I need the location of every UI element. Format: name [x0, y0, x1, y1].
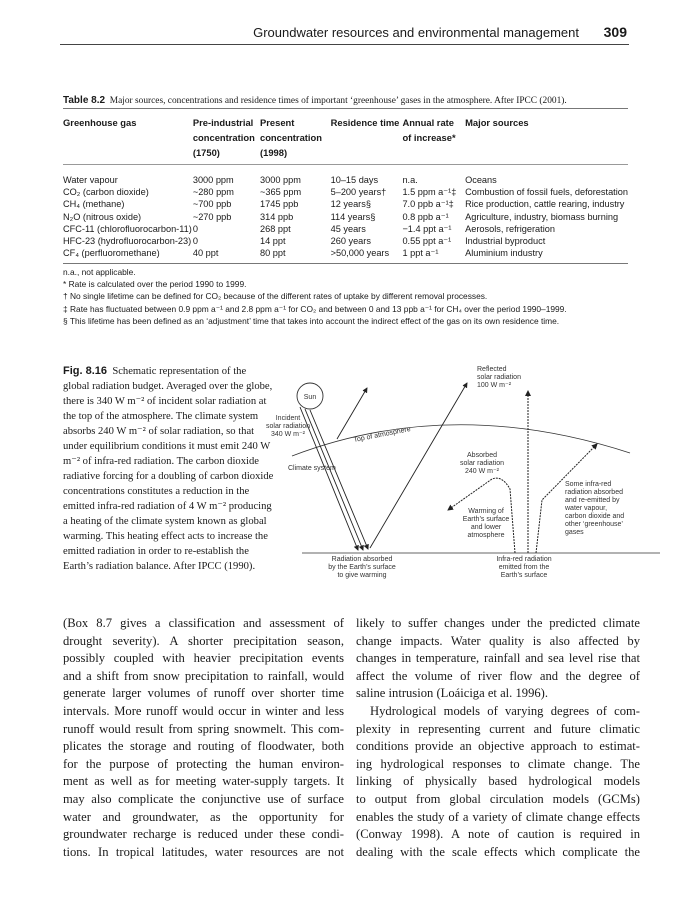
body-text-line: changes in temperature, rainfall and sea level rise that	[356, 651, 640, 666]
body-text-line: Hydrological models of varying degrees of com-	[370, 703, 640, 718]
incident-label: Incident	[275, 415, 301, 422]
body-text-line: generate larger volumes of runoff over shorter time	[63, 686, 344, 701]
figure-caption	[63, 364, 275, 574]
column-header: Present concentration (1998)	[259, 117, 322, 158]
body-text-line: ing hydrological responses to climate change. The	[356, 756, 640, 771]
body-text-line: may also complicate the conjunctive use of surface	[63, 791, 344, 806]
table-cell: 10–15 days	[330, 175, 379, 185]
body-text-line: saline intrusion (Loáiciga et al. 1996).	[356, 686, 548, 701]
table-caption	[63, 95, 567, 106]
svg-text:Radiation absorbedby the Earth	[328, 556, 396, 579]
body-column-left	[63, 615, 344, 861]
absorbed-label: Absorbed	[467, 452, 497, 459]
radiation-absorbed-label: by the Earth’s surface	[328, 564, 396, 571]
table-cell: HFC-23 (hydrofluorocarbon-23)	[63, 236, 192, 247]
table-cell: 114 years§	[330, 211, 376, 222]
table-cell: ~365 ppm	[259, 187, 302, 198]
table-cell: 14 ppt	[259, 236, 286, 247]
ir-emitted-label: emitted from the	[498, 564, 550, 571]
page-number: 309	[603, 24, 627, 40]
svg-text:Reflectedsolar radiation100 W	[477, 366, 521, 389]
table-cell: CH₄ (methane)	[63, 199, 125, 210]
table-cell: Water vapour	[63, 175, 118, 185]
body-text-line: plexity in representing current and future climatic	[356, 721, 640, 736]
table-cell: 268 ppt	[259, 223, 291, 234]
svg-text:Warming ofEarth’s surfaceand l	[463, 508, 510, 539]
table-cell: Industrial byproduct	[465, 236, 546, 247]
table-cell: 12 years§	[330, 199, 371, 210]
body-text-line: to output from global circulation models (GCMs)	[356, 791, 640, 806]
absorbed-label: 240 W m⁻²	[464, 468, 500, 475]
table-cell: 314 ppb	[259, 211, 294, 222]
reflected-label: 100 W m⁻²	[477, 382, 512, 389]
table-row	[63, 211, 628, 223]
body-text-line: water and groundwater, as the opportunity for	[63, 809, 344, 824]
table-row	[63, 186, 628, 198]
column-header: Greenhouse gas	[63, 117, 137, 128]
figure-label: Fig. 8.16	[63, 365, 108, 377]
running-header	[60, 24, 629, 45]
some-ir-label: radiation absorbed	[565, 489, 623, 496]
ir-emitted-label: Earth’s surface	[500, 572, 548, 579]
running-title: Groundwater resources and environmental management	[253, 25, 579, 40]
body-text-line: affect the volume of river flow and the degree of	[356, 668, 640, 683]
radiation-budget-diagram	[262, 355, 662, 595]
table-cell: 3000 ppm	[192, 175, 234, 185]
some-ir-label: gases	[565, 529, 584, 536]
body-text-line: groundwater recharge is reduced under these condi-	[63, 827, 344, 842]
table-cell: >50,000 years	[330, 248, 390, 259]
svg-text:Absorbedsolar radiation240 W m	[460, 452, 504, 475]
reflected-label: solar radiation	[477, 374, 521, 381]
table-cell: 5–200 years†	[330, 187, 387, 198]
table-note: § This lifetime has been defined as an ‘adjustment’ time that takes into account the indirect effect of the gas on its own residence time.	[63, 315, 560, 326]
table-cell: 80 ppt	[259, 248, 286, 259]
radiation-absorbed-label: to give warming	[337, 572, 387, 579]
warming-label: and lower	[470, 524, 502, 531]
top-of-atmosphere-label: Top of atmosphere	[353, 426, 412, 444]
column-header: Annual rate of increase*	[402, 117, 456, 143]
table-cell: ~280 ppm	[192, 187, 234, 198]
incident-rays	[300, 407, 368, 550]
svg-text:Infra-red radiationemitted fro	[496, 556, 551, 579]
body-text-line: conditions provide an objective approach to estimat-	[356, 739, 640, 754]
table-header-row	[63, 109, 628, 165]
some-ir-label: water vapour,	[565, 505, 608, 512]
table-caption-text: Major sources, concentrations and residence times of important ‘greenhouse’ gases in the atmosphere. After IPCC (2001).	[109, 96, 567, 106]
table-cell: 0.55 ppt a⁻¹	[402, 236, 452, 247]
body-text-line: (Conway 1998). A note of caution is required in	[356, 827, 640, 842]
warming-label: Earth’s surface	[462, 516, 510, 523]
body-column-right	[356, 615, 640, 861]
body-text-line: linking of physically based hydrological models	[356, 774, 640, 789]
sun-label: Sun	[303, 394, 317, 401]
table-cell: 45 years	[330, 223, 366, 234]
table-cell: Rice production, cattle rearing, industry	[465, 199, 625, 210]
svg-text:Some infra-redradiation absorb	[564, 481, 624, 536]
svg-text:Incidentsolar radiation340 W m	[266, 415, 310, 438]
incident-label: solar radiation	[266, 423, 310, 430]
table-cell: 0	[192, 223, 198, 234]
body-text-line: and a shift from snow precipitation to rainfall, would	[63, 668, 344, 683]
reflected-surface-arrow	[370, 383, 467, 548]
table-row	[63, 165, 628, 187]
warming-label: atmosphere	[467, 532, 505, 539]
table-note: † No single lifetime can be defined for CO₂ because of the different rates of uptake by different removal processes.	[63, 291, 488, 302]
some-ir-label: other ‘greenhouse’	[565, 521, 623, 528]
table-cell: N₂O (nitrous oxide)	[63, 211, 142, 222]
table-cell: Agriculture, industry, biomass burning	[465, 211, 619, 222]
table-cell: CO₂ (carbon dioxide)	[63, 187, 149, 198]
body-text-line: drought severity). A shorter precipitation season,	[63, 633, 344, 648]
table-cell: CFC-11 (chlorofluorocarbon-11)	[63, 223, 192, 234]
table-cell: 1745 ppb	[259, 199, 299, 210]
warming-label: Warming of	[468, 508, 504, 515]
radiation-absorbed-label: Radiation absorbed	[331, 556, 393, 563]
table-cell: Aerosols, refrigeration	[465, 223, 555, 234]
body-text-line: ment as well as for meeting water-supply targets. It	[63, 774, 344, 789]
table-cell: ~270 ppb	[192, 211, 232, 222]
table-row	[63, 223, 628, 235]
table-row	[63, 247, 628, 264]
table-note: n.a., not applicable.	[63, 267, 136, 277]
reflected-label: Reflected	[477, 366, 507, 373]
body-text-line: dealing with the scale effects which complicate the	[356, 844, 640, 859]
some-ir-label: carbon dioxide and	[565, 513, 625, 520]
body-text-line: change impacts. Water quality is also affected by	[356, 633, 640, 648]
table-cell: 40 ppt	[192, 248, 219, 259]
table-row	[63, 198, 628, 210]
table-notes	[63, 266, 567, 327]
figure-caption-text: Schematic representation of the global radiation budget. Averaged over the globe, there is 340 W m⁻² of incident solar radiation at the top of the atmosphere. The climate system absorbs 240 W m⁻² of solar radiation, so that under equilibrium conditions it must emit 240 W m⁻² of infra-red radiation. The carbon dioxide radiative forcing for a doubling of carbon dioxide concentrations constitutes a reduction in the emitted infra-red radiation of 4 W m⁻² producing a heating of the climate system known as global warming. This heating effect acts to increase the emitted radiation in order to re-establish the Earth’s radiation balance. After IPCC (1990).	[63, 366, 274, 572]
table-cell: 260 years	[330, 236, 371, 247]
table-cell: 0	[192, 236, 198, 247]
climate-system-label: Climate system	[288, 465, 336, 472]
body-text-line: (Box 8.7 gives a classification and assessment of	[63, 616, 344, 630]
body-text-line: likely to suffer changes under the predicted climate	[356, 616, 640, 630]
body-text-line: possibly coupled with heavier precipitation events	[63, 651, 344, 666]
table-cell: −1.4 ppt a⁻¹	[402, 223, 452, 234]
table-cell: 0.8 ppb a⁻¹	[402, 211, 449, 222]
table-cell: ~700 ppb	[192, 199, 232, 210]
body-text-line: intervals. More runoff would occur in winter and less	[63, 703, 344, 718]
table-note: ‡ Rate has fluctuated between 0.9 ppm a⁻¹ and 2.8 ppm a⁻¹ for CO₂ and between 0 and 13 ppb a⁻¹ for CH₄ over the period 1990–1999.	[63, 303, 567, 314]
table-cell: Oceans	[465, 175, 497, 185]
incident-label: 340 W m⁻²	[270, 431, 306, 438]
some-ir-label: and re-emitted by	[565, 497, 620, 504]
table-cell: Combustion of fossil fuels, deforestation	[465, 187, 628, 198]
table-cell: n.a.	[402, 175, 418, 185]
column-header: Pre-industrial concentration (1750)	[192, 117, 255, 158]
reflected-atmosphere-arrow	[337, 388, 367, 439]
some-ir-label: Some infra-red	[565, 481, 612, 488]
column-header: Residence time	[330, 117, 400, 128]
greenhouse-gas-table	[63, 108, 628, 264]
table-label: Table 8.2	[63, 95, 106, 106]
table-cell: 3000 ppm	[259, 175, 301, 185]
body-text-line: for the purpose of protecting the human environ-	[63, 756, 344, 771]
body-text-line: runoff would result from spring snowmelt. This com-	[63, 721, 344, 736]
column-header: Major sources	[465, 117, 529, 128]
table-cell: 1 ppt a⁻¹	[402, 248, 439, 259]
table-cell: 1.5 ppm a⁻¹‡	[402, 187, 457, 198]
body-text-line: tions. In tropical latitudes, water resources are not	[63, 844, 344, 859]
body-text-line: enables the study of a variety of climate change effects	[356, 809, 640, 824]
table-row	[63, 235, 628, 247]
ir-emitted-label: Infra-red radiation	[496, 556, 552, 563]
table-cell: 7.0 ppb a⁻¹‡	[402, 199, 454, 210]
body-text-line: plicates the storage and routing of floodwater, both	[63, 739, 344, 754]
table-note: * Rate is calculated over the period 1990 to 1999.	[63, 279, 247, 290]
absorbed-label: solar radiation	[460, 460, 504, 467]
table-cell: Aluminium industry	[465, 248, 543, 259]
table-cell: CF₄ (perfluoromethane)	[63, 248, 160, 259]
